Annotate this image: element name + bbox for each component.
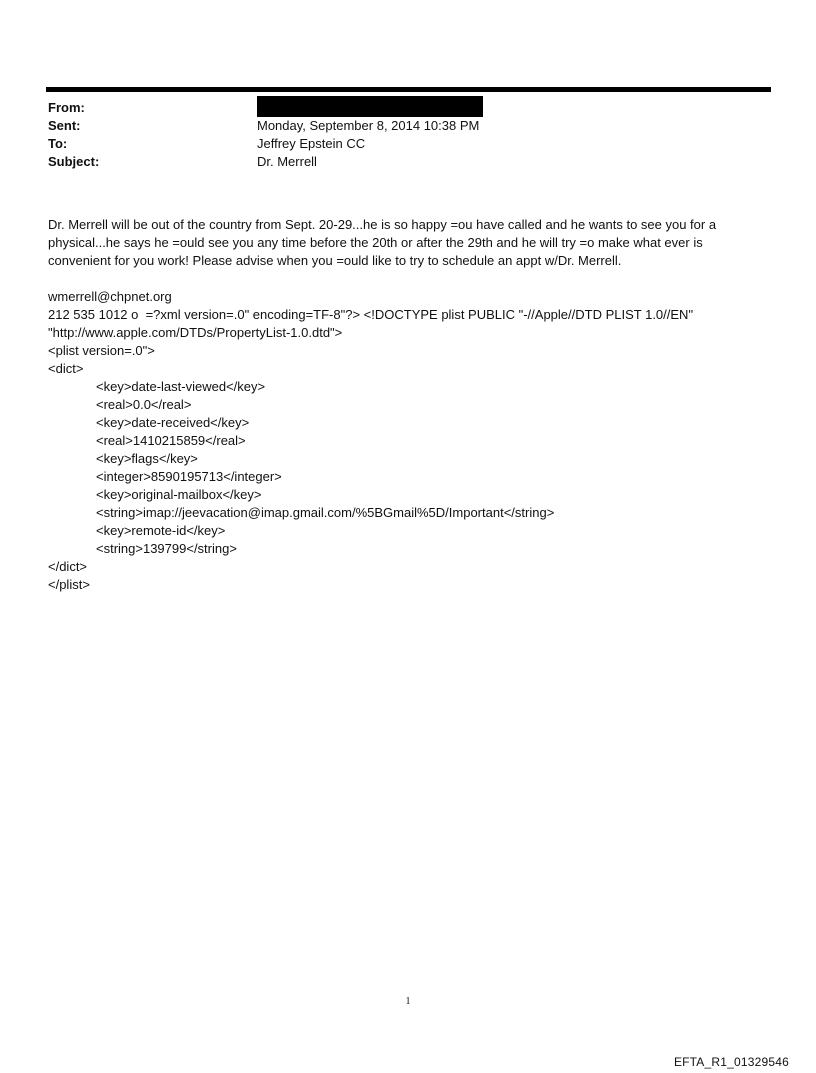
dict-line: <integer>8590195713</integer>: [96, 469, 282, 484]
to-row: [48, 135, 748, 153]
email-header: [48, 99, 748, 171]
message-line: convenient for you work! Please advise when you =ould like to try to schedule an appt w/Dr. Merrell.: [48, 253, 622, 268]
dict-line: <key>original-mailbox</key>: [96, 487, 262, 502]
from-value: [257, 99, 748, 117]
subject-value: Dr. Merrell: [257, 154, 317, 169]
sent-label: Sent:: [48, 118, 81, 133]
from-row: [48, 99, 748, 117]
plist-line: "http://www.apple.com/DTDs/PropertyList-1.0.dtd">: [48, 325, 343, 340]
plist-line: 212 535 1012 o =?xml version=.0" encoding=TF-8"?> <!DOCTYPE plist PUBLIC "-//Apple//DTD PLIST 1.0//EN": [48, 307, 694, 322]
email-body: [48, 216, 768, 594]
redaction-block: [257, 96, 483, 117]
plist-line: <plist version=.0">: [48, 343, 155, 358]
dict-line: <key>flags</key>: [96, 451, 198, 466]
message-line: physical...he says he =ould see you any time before the 20th or after the 29th and he will try =o make what ever is: [48, 235, 703, 250]
dict-line: <key>remote-id</key>: [96, 523, 226, 538]
sent-row: [48, 117, 748, 135]
sent-value: Monday, September 8, 2014 10:38 PM: [257, 118, 480, 133]
dict-line: <real>0.0</real>: [96, 397, 192, 412]
dict-line: <string>imap://jeevacation@imap.gmail.com/%5BGmail%5D/Important</string>: [96, 505, 555, 520]
to-label: To:: [48, 136, 68, 151]
page-number: 1: [405, 996, 411, 1007]
paragraph-spacer: [48, 270, 768, 288]
subject-row: [48, 153, 748, 171]
closing-line: </dict>: [48, 559, 88, 574]
header-rule: [46, 87, 771, 92]
to-value: Jeffrey Epstein CC: [257, 136, 366, 151]
document-id: EFTA_R1_01329546: [673, 1055, 789, 1069]
signature-email: wmerrell@chpnet.org: [48, 289, 172, 304]
message-line: Dr. Merrell will be out of the country from Sept. 20-29...he is so happy =ou have called and he wants to see you for a: [48, 217, 717, 232]
subject-label: Subject:: [48, 154, 100, 169]
dict-line: <key>date-received</key>: [96, 415, 250, 430]
dict-line: <key>date-last-viewed</key>: [96, 379, 266, 394]
dict-line: <real>1410215859</real>: [96, 433, 246, 448]
dict-line: <string>139799</string>: [96, 541, 237, 556]
closing-line: </plist>: [48, 577, 90, 592]
plist-line: <dict>: [48, 361, 84, 376]
from-label: From:: [48, 100, 85, 115]
